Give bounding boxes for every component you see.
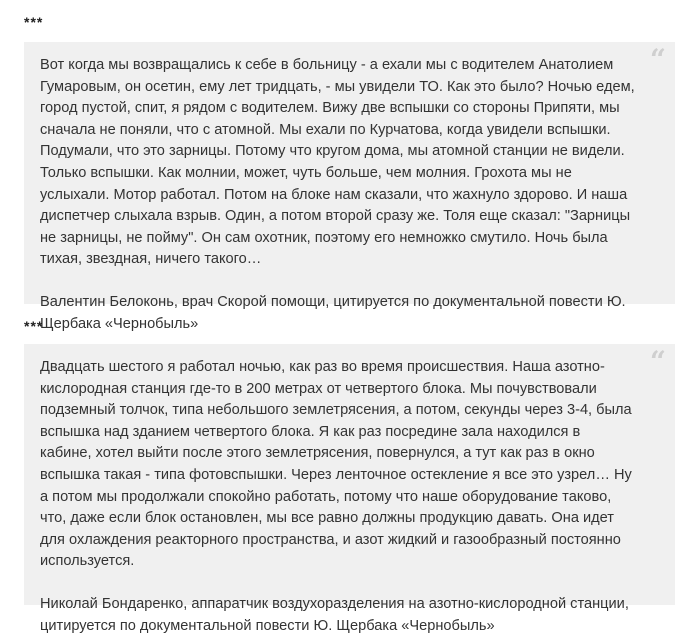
separator-1: *** — [24, 14, 44, 30]
quote-block-2 — [24, 344, 675, 634]
quote-mark-icon: “ — [649, 43, 666, 76]
quote-mark-icon: “ — [649, 345, 666, 378]
quote-text: Вот когда мы возвращались к себе в больницу - а ехали мы с водителем Анатолием Гумаровым, он осетин, ему лет тридцать, - мы увидели ТО. Как это было? Ночью едем, город пустой, спит, я рядом с водителем. Вижу две вспышки со стороны Припяти, мы сначала не поняли, что с атомной. Мы ехали по Курчатова, когда увидели вспышки. Подумали, что это зарницы. Потому что кругом дома, мы атомной станции не видели. Только вспышки. Как молнии, может, чуть больше, чем молния. Грохота мы не услыхали. Мотор работал. Потом на блоке нам сказали, что жахнуло здорово. И наша диспетчер слыхала взрыв. Один, а потом второй сразу же. Толя еще сказал: "Зарницы не зарницы, не пойму". Он сам охотник, поэтому его немножко смутило. Ночь была тихая, звездная, ничего такого… — [40, 57, 635, 268]
quote-source: Николай Бондаренко, аппаратчик воздухоразделения на азотно-кислородной станции, цитируется по документальной повести Ю. Щербака «Чернобыль» — [40, 595, 629, 634]
separator-2: *** — [24, 318, 44, 334]
quote-block-1 — [24, 42, 675, 332]
quote-source: Валентин Белоконь, врач Скорой помощи, цитируется по документальной повести Ю. Щербака «Чернобыль» — [40, 293, 626, 332]
quote-text: Двадцать шестого я работал ночью, как раз во время происшествия. Наша азотно-кислородная станция где-то в 200 метрах от четвертого блока. Мы почувствовали подземный толчок, типа небольшого землетрясения, а потом, секунды через 3-4, была вспышка над зданием четвертого блока. Я как раз посредине зала находился в кабине, хотел выйти после этого землетрясения, повернулся, а тут как раз в окно вспышка такая - типа фотовспышки. Через ленточное остекление я все это узрел… Ну а потом мы продолжали спокойно работать, потому что наше оборудование таково, что, даже если блок остановлен, мы все равно должны продукцию давать. Она идет для охлаждения реакторного пространства, и азот жидкий и газообразный постоянно используется. — [40, 359, 632, 570]
